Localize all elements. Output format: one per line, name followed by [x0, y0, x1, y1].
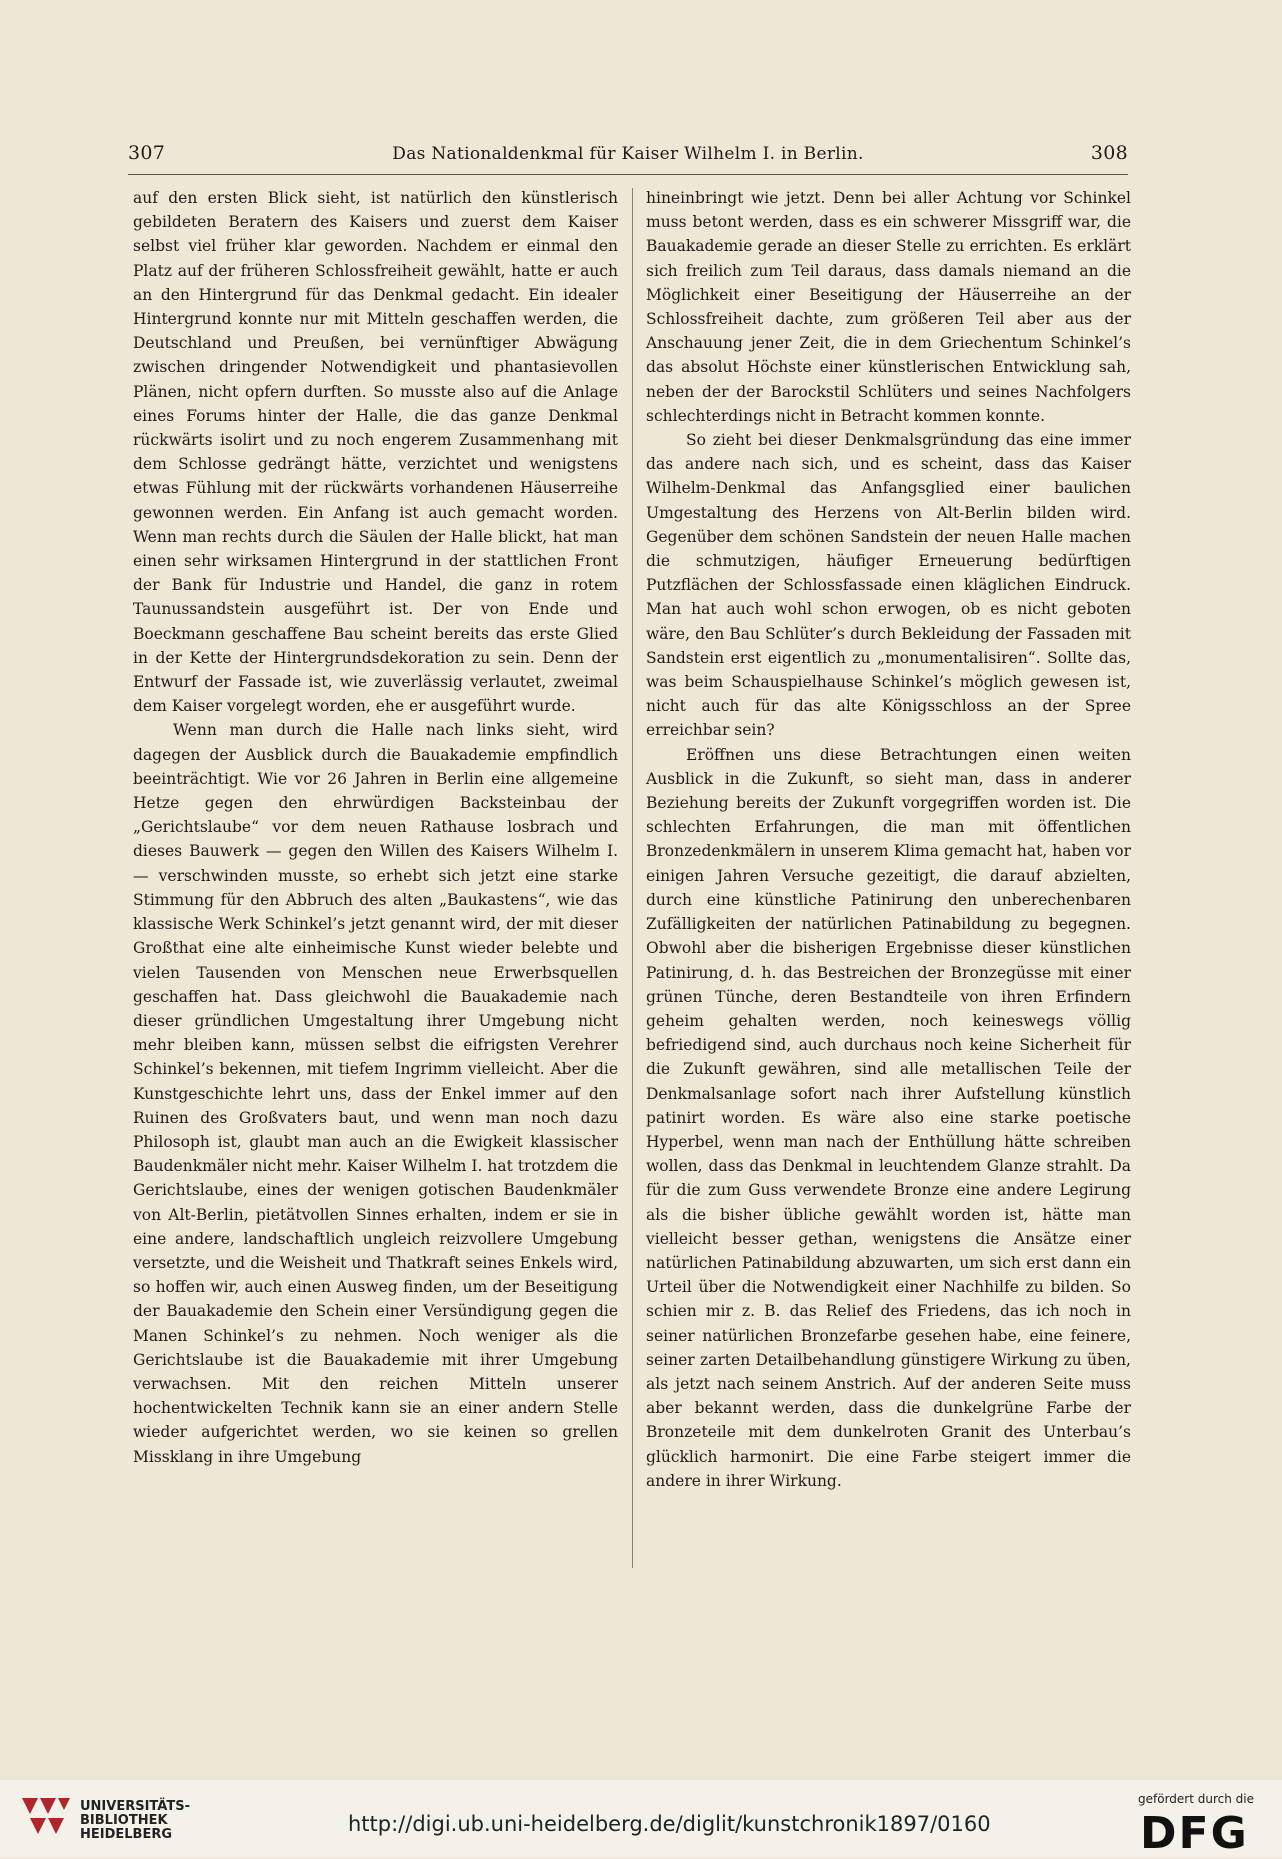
funding-caption: gefördert durch die — [1138, 1792, 1254, 1806]
page-number-left: 307 — [128, 142, 166, 164]
paragraph: Eröffnen uns diese Betrachtungen einen weiten Ausblick in die Zukunft, so sieht man, dass in anderer Beziehung bereits der Zukunft vorgegriffen worden ist. Die schlechten Erfahrungen, die man mit öffentlichen Bronzedenkmälern in unserem Klima gemacht hat, haben vor einigen Jahren Versuche gezeitigt, die darauf abzielten, durch eine künstliche Patinirung den unberechenbaren Zufälligkeiten der natürlichen Patinabildung zu begegnen. Obwohl aber die bisherigen Ergebnisse dieser künstlichen Patinirung, d. h. das Bestreichen der Bronzegüsse mit einer grünen Tünche, deren Bestandteile von ihren Erfindern geheim gehalten werden, noch keineswegs völlig befriedigend sind, auch durchaus noch keine Sicherheit für die Zukunft gewähren, sind alle metallischen Teile der Denkmalsanlage sofort nach ihrer Aufstellung künstlich patinirt worden. Es wäre also eine starke poetische Hyperbel, wenn man nach der Enthüllung hätte schreiben wollen, dass das Denkmal in leuchtendem Glanze strahlt. Da für die zum Guss verwendete Bronze eine andere Legirung als die bisher übliche gewählt worden ist, hätte man vielleicht besser gethan, wenigstens die Ansätze einer natürlichen Patinabildung abzuwarten, um sich erst dann ein Urteil über die Notwendigkeit einer Nachhilfe zu bilden. So schien mir z. B. das Relief des Friedens, das ich noch in seiner natürlichen Bronzefarbe gesehen habe, eine feinere, seiner zarten Detailbehandlung günstigere Wirkung zu üben, als jetzt nach seinem Anstrich. Auf der anderen Seite muss aber bekannt werden, dass die dunkelgrüne Farbe der Bronzeteile mit dem dunkelroten Granit des Unterbau’s glücklich harmonirt. Die eine Farbe steigert immer die andere in ihrer Wirkung. — [646, 745, 1131, 1490]
running-title: Das Nationaldenkmal für Kaiser Wilhelm I. in Berlin. — [392, 144, 864, 164]
header-rule — [128, 174, 1128, 175]
left-column — [133, 186, 618, 1469]
dfg-logo-icon: DFG — [1140, 1808, 1249, 1859]
library-name-line: UNIVERSITÄTS- — [80, 1799, 190, 1814]
university-library-logo-icon — [18, 1790, 74, 1846]
running-header — [128, 142, 1128, 172]
paragraph: hineinbringt wie jetzt. Denn bei aller Achtung vor Schinkel muss betont werden, dass es ein schwerer Missgriff war, die Bauakademie gerade an dieser Stelle zu errichten. Es erklärt sich freilich zum Teil daraus, dass damals niemand an die Möglichkeit einer Beseitigung der Häuserreihe an der Schlossfreiheit dachte, zum größeren Teil aber aus der Anschauung jener Zeit, die in dem Griechentum Schinkel’s das absolut Höchste einer künstlerischen Entwicklung sah, neben der der Barockstil Schlüters und seines Nachfolgers schlechterdings nicht in Betracht kommen konnte. — [646, 189, 1131, 425]
permalink-url[interactable]: http://digi.ub.uni-heidelberg.de/diglit/kunstchronik1897/0160 — [348, 1812, 991, 1836]
library-name-line: HEIDELBERG — [80, 1827, 173, 1842]
library-name-line: BIBLIOTHEK — [80, 1813, 168, 1828]
page-number-right: 308 — [1090, 142, 1128, 164]
paragraph: auf den ersten Blick sieht, ist natürlich den künstlerisch gebildeten Beratern des Kaisers und zuerst dem Kaiser selbst viel früher klar geworden. Nachdem er einmal den Platz auf der früheren Schlossfreiheit gewählt, hatte er auch an den Hintergrund für das Denkmal gedacht. Ein idealer Hintergrund konnte nur mit Mitteln geschaffen werden, die Deutschland und Preußen, bei vernünftiger Abwägung zwischen dringender Notwendigkeit und phantasievollen Plänen, nicht opfern durften. So musste also auf die Anlage eines Forums hinter der Halle, die das ganze Denkmal rückwärts isolirt und zu noch engerem Zusammenhang mit dem Schlosse gedrängt hätte, verzichtet und wenigstens etwas Fühlung mit der rückwärts vorhandenen Häuserreihe gewonnen werden. Ein Anfang ist auch gemacht worden. Wenn man rechts durch die Säulen der Halle blickt, hat man einen sehr wirksamen Hintergrund in der stattlichen Front der Bank für Industrie und Handel, die ganz in rotem Taunussandstein ausgeführt ist. Der von Ende und Boeckmann geschaffene Bau scheint bereits das erste Glied in der Kette der Hintergrundsdekoration zu sein. Denn der Entwurf der Fassade ist, wie zuverlässig verlautet, zweimal dem Kaiser vorgelegt worden, ehe er ausgeführt wurde. — [133, 189, 618, 716]
paragraph: Wenn man durch die Halle nach links sieht, wird dagegen der Ausblick durch die Bauakademie empfindlich beeinträchtigt. Wie vor 26 Jahren in Berlin eine allgemeine Hetze gegen den ehrwürdigen Backsteinbau der „Gerichtslaube“ vor dem neuen Rathause losbrach und dieses Bauwerk — gegen den Willen des Kaisers Wilhelm I. — verschwinden musste, so erhebt sich jetzt eine starke Stimmung für den Abbruch des alten „Baukastens“, wie das klassische Werk Schinkel’s jetzt genannt wird, der mit dieser Großthat eine alte einheimische Kunst wieder belebte und vielen Tausenden von Menschen neue Erwerbsquellen geschaffen hat. Dass gleichwohl die Bauakademie nach dieser gründlichen Umgestaltung ihrer Umgebung nicht mehr bleiben kann, müssen selbst die eifrigsten Verehrer Schinkel’s bekennen, mit tiefem Ingrimm vielleicht. Aber die Kunstgeschichte lehrt uns, dass der Enkel immer auf den Ruinen des Großvaters baut, und wenn man noch dazu Philosoph ist, glaubt man auch an die Ewigkeit klassischer Baudenkmäler nicht mehr. Kaiser Wilhelm I. hat trotzdem die Gerichtslaube, eines der wenigen gotischen Baudenkmäler von Alt-Berlin, pietätvollen Sinnes erhalten, indem er sie in eine andere, landschaftlich ungleich reizvollere Umgebung versetzte, und die Weisheit und Thatkraft seines Enkels wird, so hoffen wir, auch einen Ausweg finden, um der Beseitigung der Bauakademie den Schein einer Versündigung gegen die Manen Schinkel’s zu nehmen. Noch weniger als die Gerichtslaube ist die Bauakademie mit ihrer Umgebung verwachsen. Mit den reichen Mitteln unserer hochentwickelten Technik kann sie an einer andern Stelle wieder aufgerichtet werden, wo sie keinen so grellen Missklang in ihre Umgebung — [133, 721, 618, 1466]
right-column — [646, 186, 1131, 1493]
paragraph: So zieht bei dieser Denkmalsgründung das eine immer das andere nach sich, und es scheint, dass das Kaiser Wilhelm-Denkmal das Anfangsglied einer baulichen Umgestaltung des Herzens von Alt-Berlin bilden wird. Gegenüber dem schönen Sandstein der neuen Halle machen die schmutzigen, häufiger Erneuerung bedürftigen Putzflächen der Schlossfassade einen kläglichen Eindruck. Man hat auch wohl schon erwogen, ob es nicht geboten wäre, den Bau Schlüter’s durch Bekleidung der Fassaden mit Sandstein erst eigentlich zu „monumentalisiren“. Sollte das, was beim Schauspielhause Schinkel’s möglich gewesen ist, nicht auch für das alte Königsschloss an der Spree erreichbar sein? — [646, 431, 1131, 740]
column-divider — [632, 188, 633, 1568]
library-name — [80, 1800, 190, 1842]
